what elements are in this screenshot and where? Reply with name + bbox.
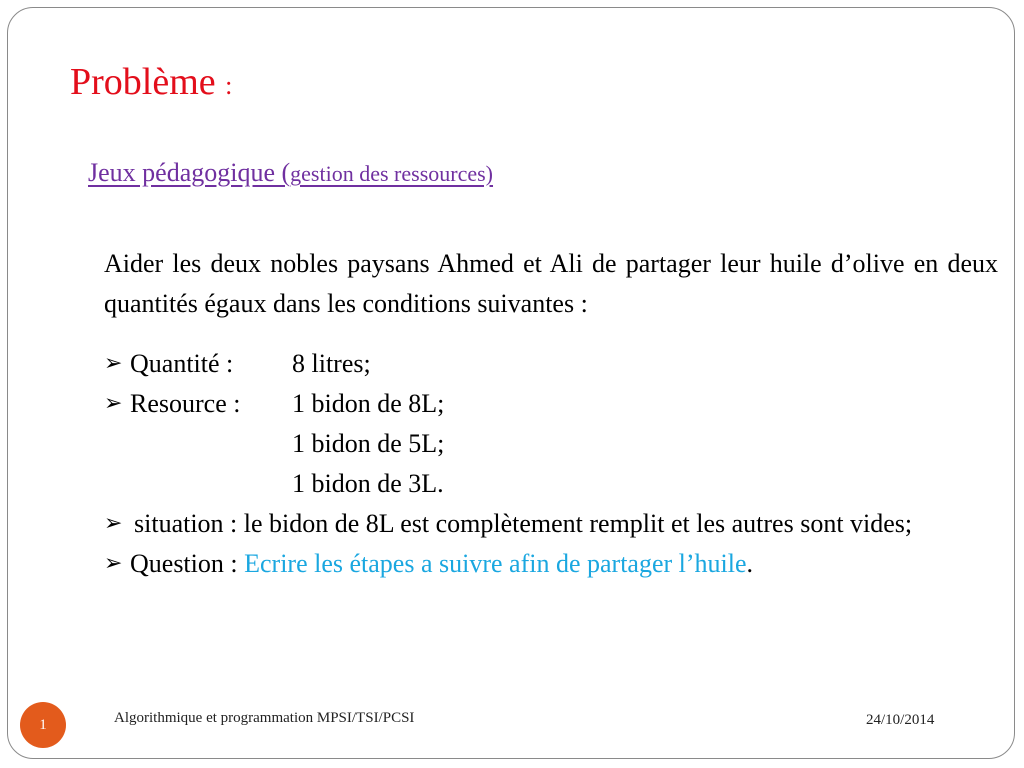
slide-content <box>104 244 998 584</box>
question-end: . <box>746 549 754 578</box>
bullet-question <box>104 544 998 584</box>
quantity-value: 8 litres; <box>292 349 371 378</box>
subtitle-main: Jeux pédagogique ( <box>88 158 291 187</box>
question-label: Question : <box>130 549 238 578</box>
footer-date: 24/10/2014 <box>866 712 935 728</box>
question-highlight: Ecrire les étapes a suivre afin de partager l’huile <box>244 549 747 578</box>
bullet-situation <box>104 504 998 544</box>
intro-paragraph: Aider les deux nobles paysans Ahmed et Ali de partager leur huile d’olive en deux quantités égaux dans les conditions suivantes : <box>104 249 998 318</box>
slide-number-badge <box>20 702 66 748</box>
situation-text: situation : le bidon de 8L est complètement remplit et les autres sont vides; <box>134 509 913 538</box>
slide-title-text: Problème <box>70 61 216 103</box>
arrow-bullet-icon: ➢ <box>104 511 123 536</box>
arrow-bullet-icon: ➢ <box>104 351 123 376</box>
bullet-quantity <box>104 344 998 384</box>
resource-line: 1 bidon de 8L; <box>292 389 445 418</box>
bullet-resource <box>104 384 998 504</box>
quantity-label: Quantité : <box>130 349 234 378</box>
slide-title-colon: : <box>225 71 233 100</box>
slide-subtitle <box>88 158 493 188</box>
footer-course-text: Algorithmique et programmation MPSI/TSI/PCSI <box>114 710 415 726</box>
slide-number: 1 <box>39 716 47 733</box>
arrow-bullet-icon: ➢ <box>104 551 123 576</box>
resource-line: 1 bidon de 5L; <box>292 429 445 458</box>
arrow-bullet-icon: ➢ <box>104 391 123 416</box>
subtitle-small: gestion des ressources) <box>290 161 494 186</box>
slide-title <box>70 62 232 104</box>
resource-label: Resource : <box>130 389 241 418</box>
resource-line: 1 bidon de 3L. <box>292 469 444 498</box>
